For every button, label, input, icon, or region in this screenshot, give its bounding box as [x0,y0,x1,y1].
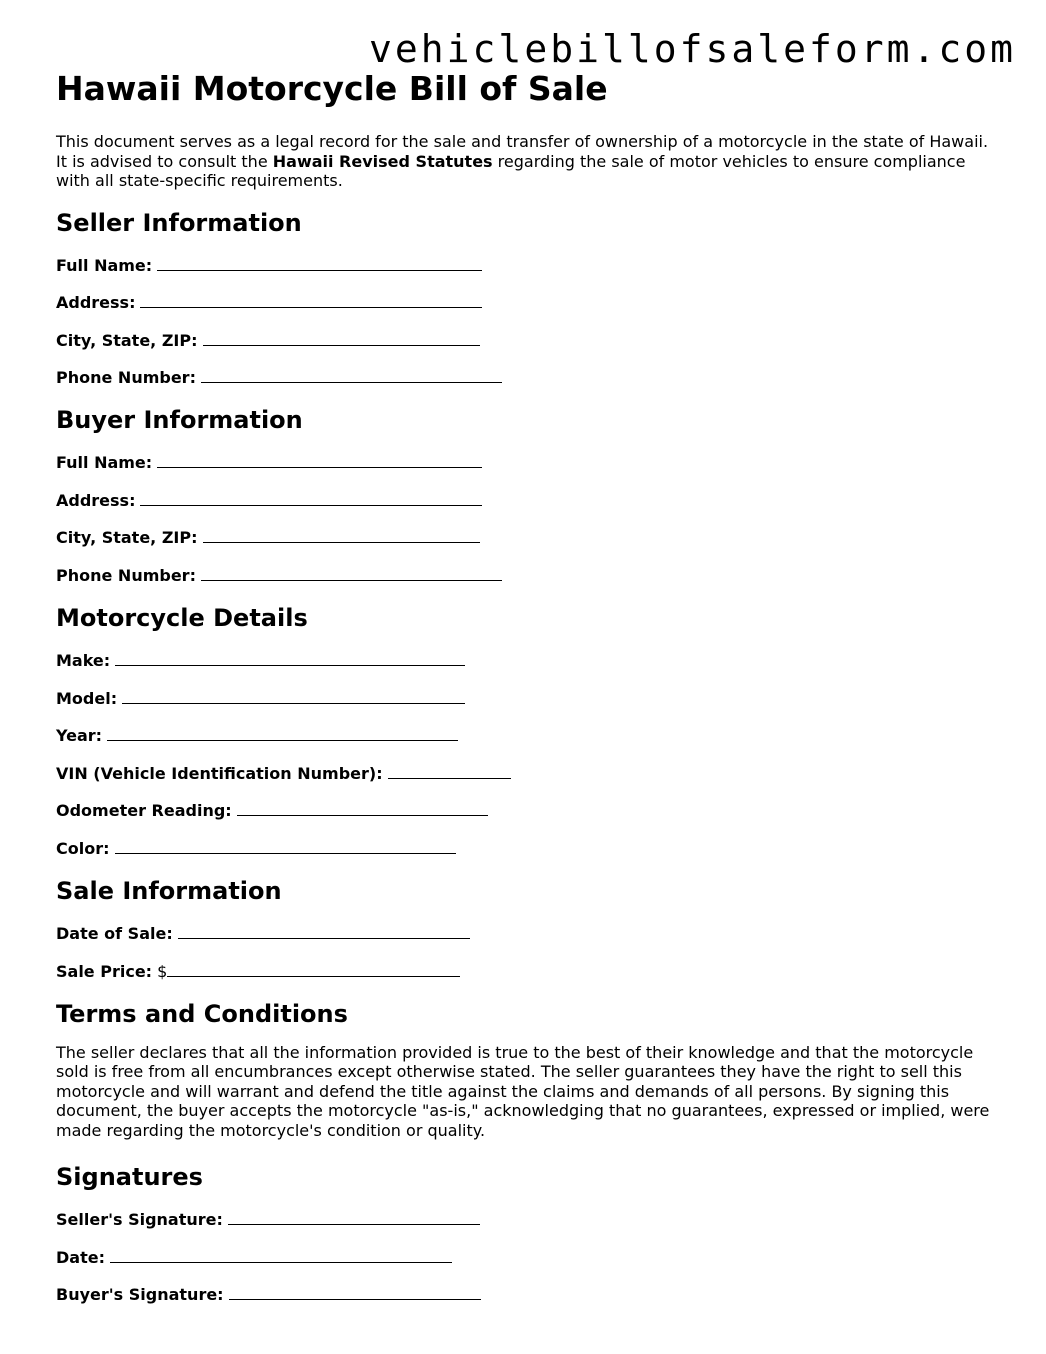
sale-heading: Sale Information [56,877,282,906]
seller-address-line[interactable] [140,291,482,308]
seller-address-label: Address: [56,293,136,313]
buyer-phone-label: Phone Number: [56,566,196,586]
vin-line[interactable] [388,762,511,779]
sale-date-label: Date of Sale: [56,924,173,944]
sale-date-field [56,922,996,944]
seller-heading: Seller Information [56,208,302,237]
year-field [56,724,996,746]
seller-phone-field [56,366,996,388]
sale-date-line[interactable] [178,922,470,939]
buyer-phone-line[interactable] [201,564,502,581]
seller-section [56,208,996,389]
make-line[interactable] [115,649,465,666]
signature-date-field [56,1246,996,1268]
buyer-city-state-zip-field [56,526,996,548]
model-line[interactable] [122,687,465,704]
buyer-city-state-zip-label: City, State, ZIP: [56,528,198,548]
year-label: Year: [56,726,103,746]
vin-label: VIN (Vehicle Identification Number): [56,763,383,783]
odometer-line[interactable] [237,799,488,816]
seller-signature-field [56,1208,996,1230]
signature-date-line[interactable] [110,1246,452,1263]
buyer-heading: Buyer Information [56,406,303,435]
buyer-full-name-field [56,451,996,473]
buyer-address-label: Address: [56,490,136,510]
buyer-phone-field [56,564,996,586]
signatures-heading: Signatures [56,1163,203,1192]
seller-city-state-zip-label: City, State, ZIP: [56,330,198,350]
model-field [56,687,996,709]
buyer-full-name-label: Full Name: [56,453,153,473]
buyer-signature-line[interactable] [229,1283,481,1300]
make-label: Make: [56,651,111,671]
odometer-field [56,799,996,821]
intro-text-after: regarding the sale of motor vehicles to ensure compliance with all state-specific requirements. [56,151,966,190]
motorcycle-heading: Motorcycle Details [56,604,308,633]
color-line[interactable] [115,837,456,854]
model-label: Model: [56,688,118,708]
watermark: vehiclebillofsaleform.com [369,27,1016,71]
buyer-signature-field [56,1283,996,1305]
sale-section [56,876,996,982]
color-field [56,837,996,859]
document-title: Hawaii Motorcycle Bill of Sale [56,69,608,108]
seller-phone-line[interactable] [201,366,502,383]
seller-signature-line[interactable] [228,1208,480,1225]
motorcycle-section [56,603,996,859]
signatures-section [56,1162,996,1305]
sale-price-line[interactable] [167,960,460,977]
seller-full-name-field [56,254,996,276]
terms-paragraph: The seller declares that all the information provided is true to the best of their knowledge and that the motorcycle sold is free from all encumbrances except otherwise stated. The seller guarantees they have the right to sell this motorcycle and will warrant and defend the title against the claims and demands of all persons. By signing this document, the buyer accepts the motorcycle "as-is," acknowledging that no guarantees, expressed or implied, were made regarding the motorcycle's condition or quality. [56,1042,990,1140]
vin-field [56,762,996,784]
buyer-address-line[interactable] [140,489,482,506]
make-field [56,649,996,671]
seller-signature-label: Seller's Signature: [56,1210,223,1230]
sale-price-field [56,960,996,982]
intro-paragraph [56,132,996,191]
seller-full-name-line[interactable] [157,254,482,271]
sale-price-label: Sale Price: [56,961,153,981]
odometer-label: Odometer Reading: [56,801,232,821]
buyer-address-field [56,489,996,511]
seller-city-state-zip-line[interactable] [203,329,480,346]
seller-city-state-zip-field [56,329,996,351]
signature-date-label: Date: [56,1247,105,1267]
seller-address-field [56,291,996,313]
seller-phone-label: Phone Number: [56,368,196,388]
buyer-city-state-zip-line[interactable] [203,526,480,543]
seller-full-name-label: Full Name: [56,255,153,275]
terms-heading: Terms and Conditions [56,999,348,1028]
intro-statute-reference: Hawaii Revised Statutes [272,151,493,171]
terms-section [56,999,996,1141]
buyer-full-name-line[interactable] [157,451,482,468]
year-line[interactable] [107,724,458,741]
color-label: Color: [56,839,110,859]
intro-text-before: This document serves as a legal record for the sale and transfer of ownership of a motorcycle in the state of Hawaii. It is advised to consult the [56,132,989,171]
buyer-section [56,405,996,586]
document-page [56,70,996,1305]
buyer-signature-label: Buyer's Signature: [56,1285,224,1305]
currency-symbol: $ [157,961,168,981]
